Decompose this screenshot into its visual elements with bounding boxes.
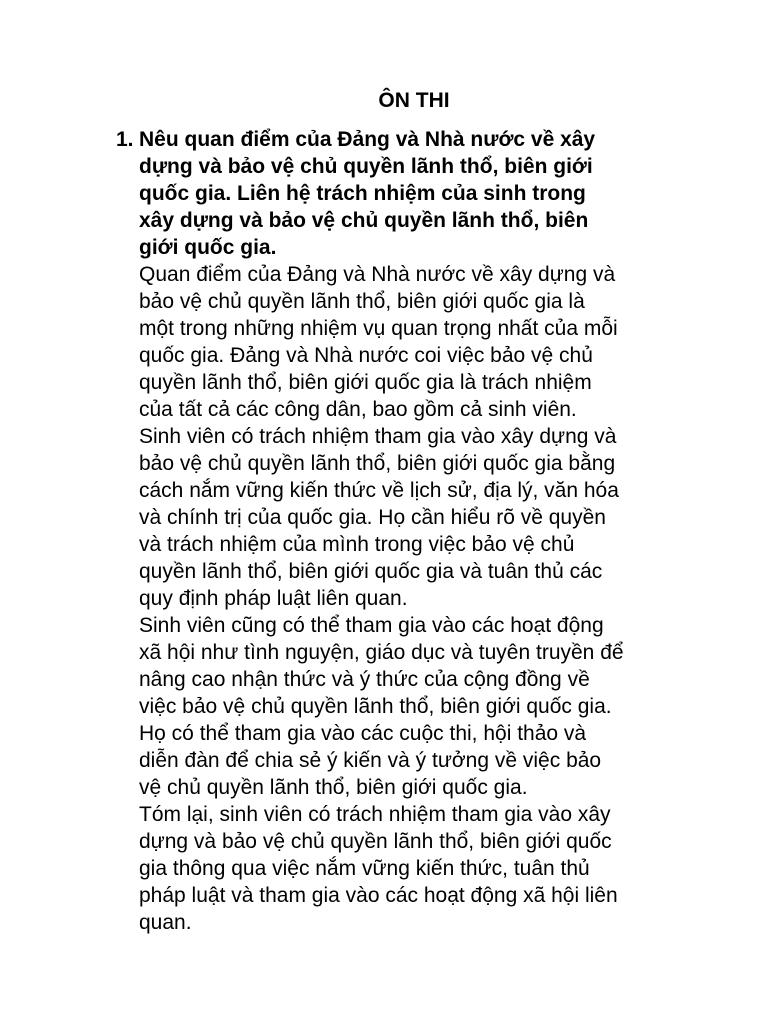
body-line: và trách nhiệm của mình trong việc bảo vệ chủ: [139, 533, 575, 556]
body-line: diễn đàn để chia sẻ ý kiến và ý tưởng về việc bảo: [139, 749, 602, 772]
question-heading: [139, 126, 684, 261]
page-title: ÔN THI: [378, 89, 450, 112]
body-line: vệ chủ quyền lãnh thổ, biên giới quốc gia.: [139, 776, 528, 799]
answer-body: [139, 261, 684, 936]
body-line: Tóm lại, sinh viên có trách nhiệm tham gia vào xây: [139, 803, 611, 826]
body-line: một trong những nhiệm vụ quan trọng nhất của mỗi: [139, 317, 618, 340]
body-line: bảo vệ chủ quyền lãnh thổ, biên giới quốc gia bằng: [139, 452, 616, 475]
body-line: việc bảo vệ chủ quyền lãnh thổ, biên giới quốc gia.: [139, 695, 612, 718]
heading-line: quốc gia. Liên hệ trách nhiệm của sinh trong: [139, 182, 586, 205]
body-line: Họ có thể tham gia vào các cuộc thi, hội thảo và: [139, 722, 587, 745]
body-line: quyền lãnh thổ, biên giới quốc gia và tuân thủ các: [139, 560, 603, 583]
body-line: và chính trị của quốc gia. Họ cần hiểu rõ về quyền: [139, 506, 606, 529]
body-line: Sinh viên cũng có thể tham gia vào các hoạt động: [139, 614, 604, 637]
heading-line: giới quốc gia.: [139, 236, 277, 259]
body-line: xã hội như tình nguyện, giáo dục và tuyên truyền để: [139, 641, 624, 664]
body-line: dựng và bảo vệ chủ quyền lãnh thổ, biên giới quốc: [139, 830, 612, 853]
heading-line: dựng và bảo vệ chủ quyền lãnh thổ, biên giới: [139, 155, 593, 178]
body-line: quốc gia. Đảng và Nhà nước coi việc bảo vệ chủ: [139, 344, 593, 367]
question-number: 1.: [116, 128, 134, 151]
body-line: Sinh viên có trách nhiệm tham gia vào xây dựng và: [139, 425, 617, 448]
body-line: Quan điểm của Đảng và Nhà nước về xây dựng và: [139, 263, 616, 286]
body-line: quyền lãnh thổ, biên giới quốc gia là trách nhiệm: [139, 371, 592, 394]
heading-line: xây dựng và bảo vệ chủ quyền lãnh thổ, biên: [139, 209, 589, 232]
question-content: [139, 126, 684, 936]
body-line: pháp luật và tham gia vào các hoạt động xã hội liên: [139, 884, 618, 907]
body-line: nâng cao nhận thức và ý thức của cộng đồng về: [139, 668, 590, 691]
body-line: gia thông qua việc nắm vững kiến thức, tuân thủ: [139, 857, 590, 880]
body-line: cách nắm vững kiến thức về lịch sử, địa lý, văn hóa: [139, 479, 619, 502]
body-line: của tất cả các công dân, bao gồm cả sinh viên.: [139, 398, 577, 421]
body-line: bảo vệ chủ quyền lãnh thổ, biên giới quốc gia là: [139, 290, 585, 313]
body-line: quan.: [139, 911, 192, 934]
body-line: quy định pháp luật liên quan.: [139, 587, 408, 610]
heading-line: Nêu quan điểm của Đảng và Nhà nước về xây: [139, 128, 596, 151]
